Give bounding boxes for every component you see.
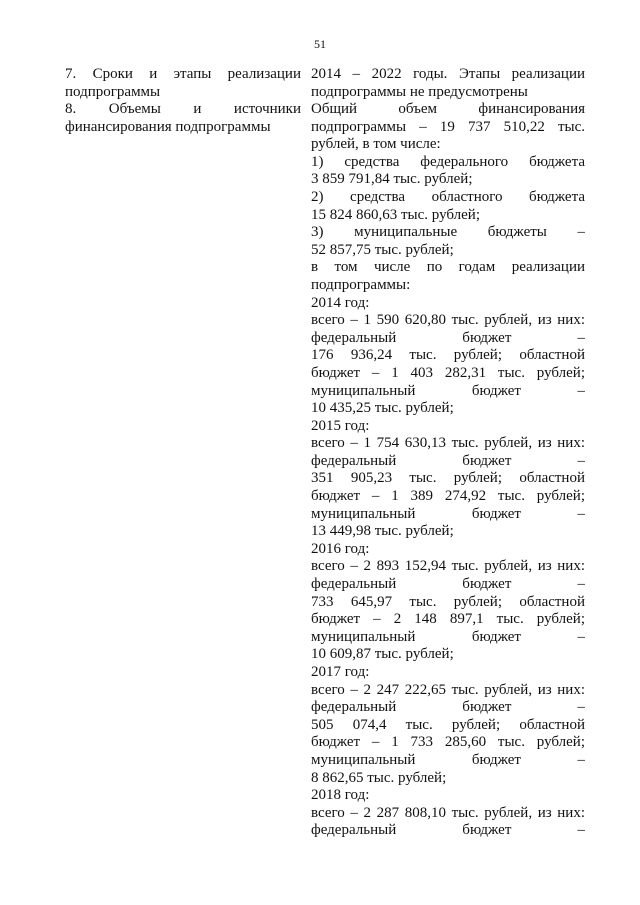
row-value-line: 2016 год: xyxy=(311,540,370,557)
row-value-line: всего – 2 287 808,10 тыс. рублей, из них: xyxy=(311,804,585,821)
row-value-line: 2018 год: xyxy=(311,787,370,804)
row-label xyxy=(65,101,311,840)
row-value-line: 10 435,25 тыс. рублей; xyxy=(311,400,454,417)
row-value-line: 3 859 791,84 тыс. рублей; xyxy=(311,171,473,188)
row-value-line: 52 857,75 тыс. рублей; xyxy=(311,241,454,258)
row-value-line: 2017 год: xyxy=(311,664,370,680)
row-label-line: 8. Объемы и источники xyxy=(65,101,301,117)
row-value xyxy=(311,101,585,840)
row-value-line: 15 824 860,63 тыс. рублей; xyxy=(311,206,480,223)
row-value-line: подпрограммы – 19 737 510,22 тыс. xyxy=(311,118,585,135)
row-value-line: бюджет – 1 389 274,92 тыс. рублей; xyxy=(311,488,585,505)
row-value-line: муниципальный бюджет – xyxy=(311,382,585,399)
row-value-line: подпрограммы: xyxy=(311,276,411,293)
row-label-line: 7. Сроки и этапы реализации xyxy=(65,66,301,82)
row-value-line: 2015 год: xyxy=(311,417,370,434)
row-value-line: всего – 2 247 222,65 тыс. рублей, из них: xyxy=(311,681,585,698)
row-value-line: 2014 – 2022 годы. Этапы реализации xyxy=(311,66,585,82)
row-value-line: 13 449,98 тыс. рублей; xyxy=(311,523,454,540)
row-value-line: муниципальный бюджет – xyxy=(311,751,585,768)
row-value xyxy=(311,66,585,101)
row-value-line: подпрограммы не предусмотрены xyxy=(311,83,528,100)
row-label-line: финансирования подпрограммы xyxy=(65,118,271,135)
row-value-line: федеральный бюджет – xyxy=(311,329,585,346)
row-value-line: всего – 2 893 152,94 тыс. рублей, из них: xyxy=(311,558,585,575)
row-value-line: муниципальный бюджет – xyxy=(311,628,585,645)
row-value-line: рублей, в том числе: xyxy=(311,136,441,153)
row-value-line: бюджет – 1 733 285,60 тыс. рублей; xyxy=(311,734,585,751)
page-number: 51 xyxy=(314,37,326,51)
row-value-line: муниципальный бюджет – xyxy=(311,505,585,522)
row-value-line: федеральный бюджет – xyxy=(311,576,585,593)
row-value-line: федеральный бюджет – xyxy=(311,699,585,716)
row-value-line: 2) средства областного бюджета xyxy=(311,188,585,205)
row-value-line: 1) средства федерального бюджета xyxy=(311,153,585,170)
row-value-line: федеральный бюджет – xyxy=(311,452,585,469)
table-row xyxy=(65,101,585,840)
row-value-line: в том числе по годам реализации xyxy=(311,259,585,276)
row-value-line: Общий объем финансирования xyxy=(311,101,585,117)
row-label-line: подпрограммы xyxy=(65,83,161,100)
row-value-line: 8 862,65 тыс. рублей; xyxy=(311,769,447,786)
row-value-line: бюджет – 1 403 282,31 тыс. рублей; xyxy=(311,364,585,381)
row-value-line: 176 936,24 тыс. рублей; областной xyxy=(311,347,585,364)
table-row xyxy=(65,66,585,101)
row-value-line: всего – 1 754 630,13 тыс. рублей, из них: xyxy=(311,435,585,452)
row-value-line: 3) муниципальные бюджеты – xyxy=(311,224,585,241)
row-value-line: всего – 1 590 620,80 тыс. рублей, из них: xyxy=(311,312,585,329)
row-value-line: бюджет – 2 148 897,1 тыс. рублей; xyxy=(311,611,585,628)
row-label xyxy=(65,66,311,101)
row-value-line: 10 609,87 тыс. рублей; xyxy=(311,646,454,663)
row-value-line: 733 645,97 тыс. рублей; областной xyxy=(311,593,585,610)
row-value-line: федеральный бюджет – xyxy=(311,822,585,839)
row-value-line: 505 074,4 тыс. рублей; областной xyxy=(311,716,585,733)
row-value-line: 351 905,23 тыс. рублей; областной xyxy=(311,470,585,487)
row-value-line: 2014 год: xyxy=(311,294,370,311)
